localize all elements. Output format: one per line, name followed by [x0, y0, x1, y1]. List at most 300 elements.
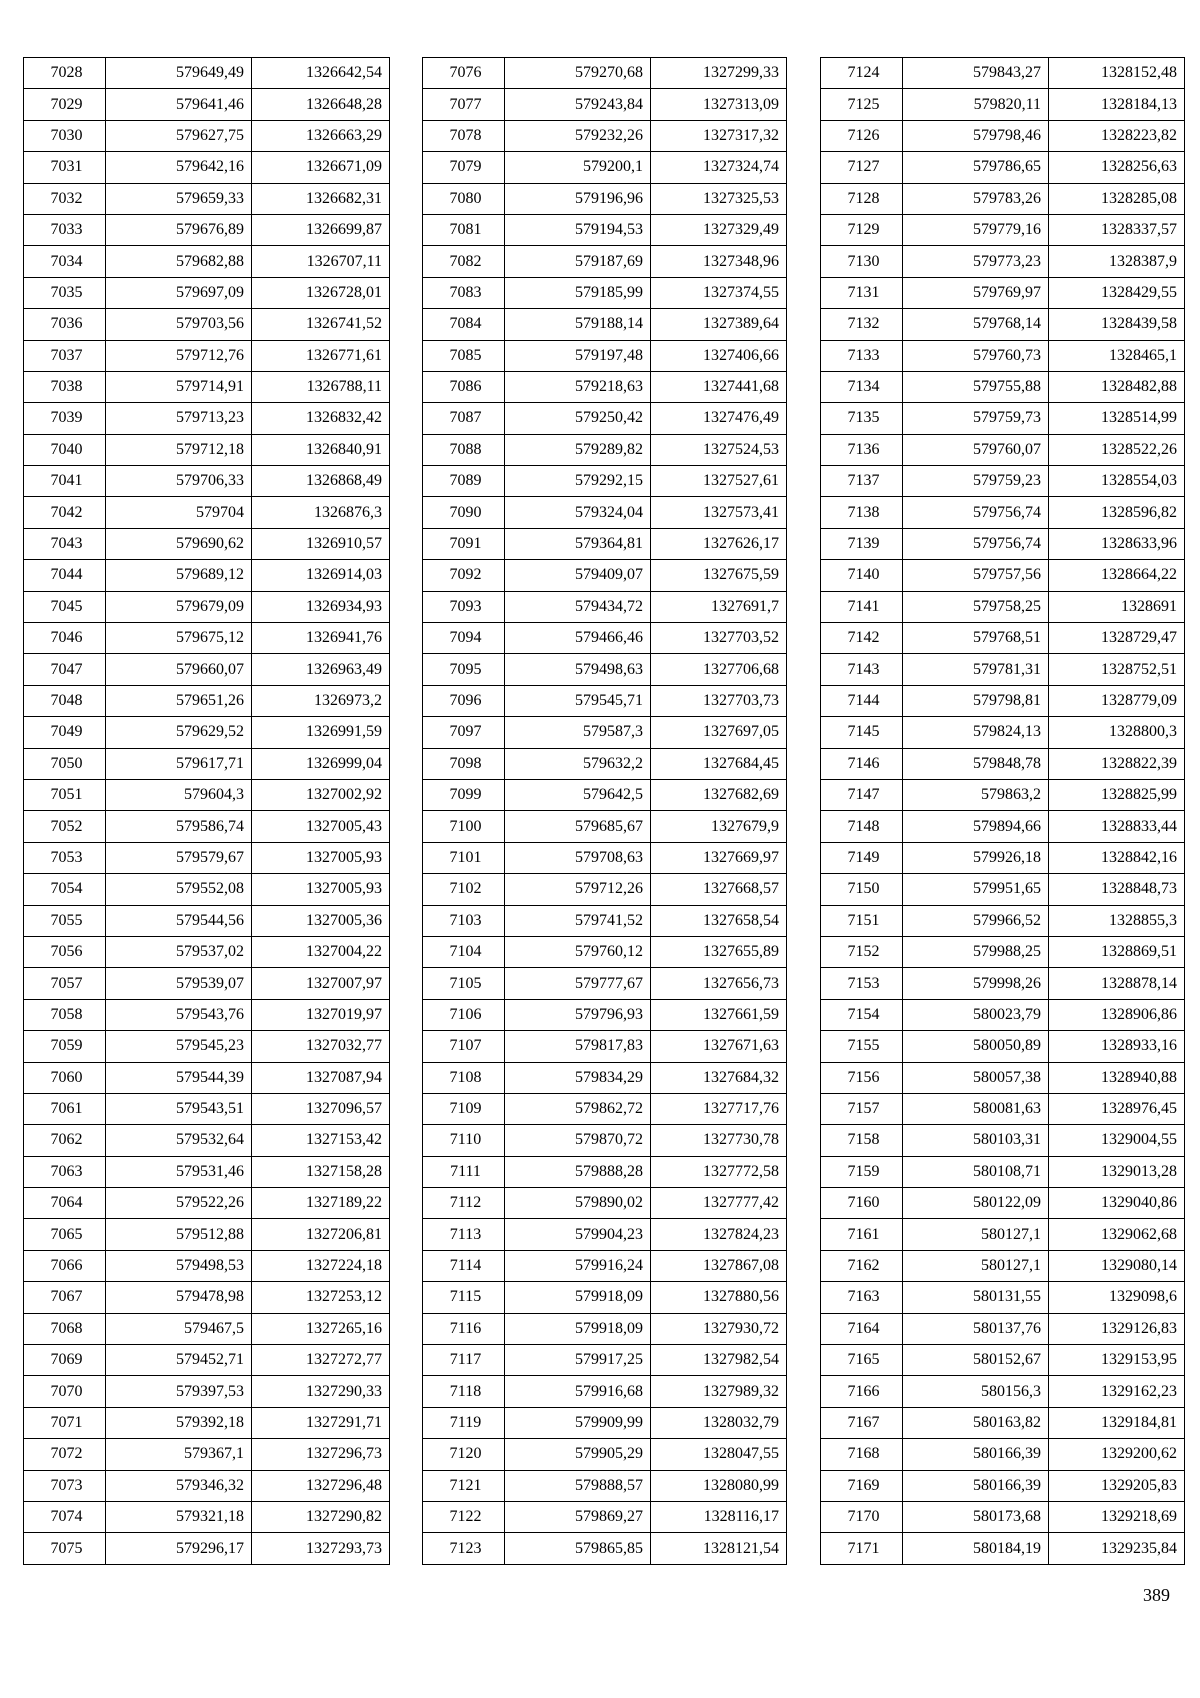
y-coordinate-cell: 1327158,28 — [252, 1156, 390, 1187]
table-row — [423, 654, 787, 685]
point-number-cell: 7118 — [423, 1376, 505, 1407]
y-coordinate-cell: 1327317,32 — [651, 120, 787, 151]
y-coordinate-cell: 1328337,57 — [1049, 214, 1185, 245]
table-row — [24, 905, 390, 936]
y-coordinate-cell: 1327005,43 — [252, 811, 390, 842]
x-coordinate-cell: 580050,89 — [903, 1031, 1049, 1062]
y-coordinate-cell: 1329040,86 — [1049, 1188, 1185, 1219]
table-row — [24, 120, 390, 151]
table-row — [423, 1501, 787, 1532]
y-coordinate-cell: 1327573,41 — [651, 497, 787, 528]
table-row — [24, 1125, 390, 1156]
point-number-cell: 7147 — [821, 779, 903, 810]
y-coordinate-cell: 1329184,81 — [1049, 1407, 1185, 1438]
point-number-cell: 7142 — [821, 623, 903, 654]
table-row — [423, 999, 787, 1030]
point-number-cell: 7106 — [423, 999, 505, 1030]
y-coordinate-cell: 1328779,09 — [1049, 685, 1185, 716]
x-coordinate-cell: 579869,27 — [505, 1501, 651, 1532]
y-coordinate-cell: 1327406,66 — [651, 340, 787, 371]
point-number-cell: 7104 — [423, 936, 505, 967]
y-coordinate-cell: 1327087,94 — [252, 1062, 390, 1093]
point-number-cell: 7171 — [821, 1533, 903, 1564]
x-coordinate-cell: 579364,81 — [505, 528, 651, 559]
point-number-cell: 7135 — [821, 403, 903, 434]
x-coordinate-cell: 580156,3 — [903, 1376, 1049, 1407]
point-number-cell: 7110 — [423, 1125, 505, 1156]
point-number-cell: 7045 — [24, 591, 106, 622]
point-number-cell: 7160 — [821, 1188, 903, 1219]
point-number-cell: 7115 — [423, 1282, 505, 1313]
y-coordinate-cell: 1326914,03 — [252, 560, 390, 591]
y-coordinate-cell: 1326771,61 — [252, 340, 390, 371]
table-row — [423, 277, 787, 308]
y-coordinate-cell: 1327867,08 — [651, 1250, 787, 1281]
y-coordinate-cell: 1328256,63 — [1049, 152, 1185, 183]
table-row — [821, 999, 1185, 1030]
y-coordinate-cell: 1328633,96 — [1049, 528, 1185, 559]
point-number-cell: 7033 — [24, 214, 106, 245]
x-coordinate-cell: 579200,1 — [505, 152, 651, 183]
y-coordinate-cell: 1327299,33 — [651, 58, 787, 89]
point-number-cell: 7162 — [821, 1250, 903, 1281]
y-coordinate-cell: 1327329,49 — [651, 214, 787, 245]
x-coordinate-cell: 579755,88 — [903, 371, 1049, 402]
table-row — [24, 214, 390, 245]
y-coordinate-cell: 1327296,48 — [252, 1470, 390, 1501]
point-number-cell: 7044 — [24, 560, 106, 591]
y-coordinate-cell: 1327296,73 — [252, 1439, 390, 1470]
table-row — [24, 999, 390, 1030]
y-coordinate-cell: 1327374,55 — [651, 277, 787, 308]
x-coordinate-cell: 579632,2 — [505, 748, 651, 779]
x-coordinate-cell: 579888,57 — [505, 1470, 651, 1501]
table-row — [24, 434, 390, 465]
table-row — [821, 89, 1185, 120]
table-row — [423, 497, 787, 528]
point-number-cell: 7155 — [821, 1031, 903, 1062]
table-row — [821, 1188, 1185, 1219]
table-row — [423, 528, 787, 559]
y-coordinate-cell: 1328855,3 — [1049, 905, 1185, 936]
table-row — [821, 936, 1185, 967]
y-coordinate-cell: 1328800,3 — [1049, 717, 1185, 748]
table-row — [423, 403, 787, 434]
y-coordinate-cell: 1327324,74 — [651, 152, 787, 183]
point-number-cell: 7103 — [423, 905, 505, 936]
y-coordinate-cell: 1326707,11 — [252, 246, 390, 277]
point-number-cell: 7101 — [423, 842, 505, 873]
point-number-cell: 7093 — [423, 591, 505, 622]
y-coordinate-cell: 1327661,59 — [651, 999, 787, 1030]
table-row — [821, 842, 1185, 873]
table-row — [821, 309, 1185, 340]
table-row — [24, 811, 390, 842]
y-coordinate-cell: 1327290,33 — [252, 1376, 390, 1407]
x-coordinate-cell: 579604,3 — [106, 779, 252, 810]
x-coordinate-cell: 579543,76 — [106, 999, 252, 1030]
table-row — [24, 277, 390, 308]
point-number-cell: 7097 — [423, 717, 505, 748]
x-coordinate-cell: 579741,52 — [505, 905, 651, 936]
table-row — [821, 905, 1185, 936]
x-coordinate-cell: 579651,26 — [106, 685, 252, 716]
table-row — [24, 403, 390, 434]
table-row — [423, 58, 787, 89]
y-coordinate-cell: 1327675,59 — [651, 560, 787, 591]
point-number-cell: 7166 — [821, 1376, 903, 1407]
point-number-cell: 7132 — [821, 309, 903, 340]
point-number-cell: 7049 — [24, 717, 106, 748]
x-coordinate-cell: 579768,14 — [903, 309, 1049, 340]
table-row — [24, 1219, 390, 1250]
table-row — [821, 1282, 1185, 1313]
x-coordinate-cell: 579760,07 — [903, 434, 1049, 465]
x-coordinate-cell: 579905,29 — [505, 1439, 651, 1470]
y-coordinate-cell: 1327656,73 — [651, 968, 787, 999]
x-coordinate-cell: 579843,27 — [903, 58, 1049, 89]
y-coordinate-cell: 1328032,79 — [651, 1407, 787, 1438]
table-row — [821, 371, 1185, 402]
table-row — [423, 1062, 787, 1093]
x-coordinate-cell: 579781,31 — [903, 654, 1049, 685]
point-number-cell: 7060 — [24, 1062, 106, 1093]
x-coordinate-cell: 579641,46 — [106, 89, 252, 120]
x-coordinate-cell: 579796,93 — [505, 999, 651, 1030]
x-coordinate-cell: 579627,75 — [106, 120, 252, 151]
table-row — [423, 120, 787, 151]
table-row — [24, 1031, 390, 1062]
table-row — [24, 1345, 390, 1376]
point-number-cell: 7062 — [24, 1125, 106, 1156]
y-coordinate-cell: 1328933,16 — [1049, 1031, 1185, 1062]
table-row — [821, 779, 1185, 810]
coordinate-table — [820, 57, 1185, 1565]
table-row — [423, 1282, 787, 1313]
table-row — [423, 905, 787, 936]
coordinate-table — [422, 57, 787, 1565]
y-coordinate-cell: 1329013,28 — [1049, 1156, 1185, 1187]
table-row — [821, 654, 1185, 685]
y-coordinate-cell: 1326648,28 — [252, 89, 390, 120]
point-number-cell: 7151 — [821, 905, 903, 936]
point-number-cell: 7105 — [423, 968, 505, 999]
x-coordinate-cell: 579888,28 — [505, 1156, 651, 1187]
point-number-cell: 7098 — [423, 748, 505, 779]
table-row — [821, 58, 1185, 89]
y-coordinate-cell: 1326934,93 — [252, 591, 390, 622]
y-coordinate-cell: 1327348,96 — [651, 246, 787, 277]
y-coordinate-cell: 1327290,82 — [252, 1501, 390, 1532]
x-coordinate-cell: 579187,69 — [505, 246, 651, 277]
x-coordinate-cell: 579966,52 — [903, 905, 1049, 936]
x-coordinate-cell: 579642,5 — [505, 779, 651, 810]
x-coordinate-cell: 579786,65 — [903, 152, 1049, 183]
x-coordinate-cell: 579466,46 — [505, 623, 651, 654]
table-row — [24, 1470, 390, 1501]
table-row — [821, 466, 1185, 497]
table-body — [24, 58, 390, 1565]
y-coordinate-cell: 1328223,82 — [1049, 120, 1185, 151]
y-coordinate-cell: 1327476,49 — [651, 403, 787, 434]
y-coordinate-cell: 1328116,17 — [651, 1501, 787, 1532]
y-coordinate-cell: 1327004,22 — [252, 936, 390, 967]
table-row — [24, 1533, 390, 1564]
x-coordinate-cell: 579916,24 — [505, 1250, 651, 1281]
x-coordinate-cell: 579296,17 — [106, 1533, 252, 1564]
x-coordinate-cell: 579642,16 — [106, 152, 252, 183]
page-number: 389 — [1143, 1585, 1170, 1605]
x-coordinate-cell: 579270,68 — [505, 58, 651, 89]
point-number-cell: 7145 — [821, 717, 903, 748]
x-coordinate-cell: 579522,26 — [106, 1188, 252, 1219]
y-coordinate-cell: 1327527,61 — [651, 466, 787, 497]
y-coordinate-cell: 1327153,42 — [252, 1125, 390, 1156]
point-number-cell: 7167 — [821, 1407, 903, 1438]
x-coordinate-cell: 579756,74 — [903, 497, 1049, 528]
point-number-cell: 7120 — [423, 1439, 505, 1470]
y-coordinate-cell: 1329205,83 — [1049, 1470, 1185, 1501]
point-number-cell: 7109 — [423, 1093, 505, 1124]
point-number-cell: 7087 — [423, 403, 505, 434]
table-row — [821, 811, 1185, 842]
point-number-cell: 7150 — [821, 874, 903, 905]
y-coordinate-cell: 1327668,57 — [651, 874, 787, 905]
table-row — [821, 528, 1185, 559]
table-row — [423, 1533, 787, 1564]
y-coordinate-cell: 1328729,47 — [1049, 623, 1185, 654]
y-coordinate-cell: 1327019,97 — [252, 999, 390, 1030]
x-coordinate-cell: 579321,18 — [106, 1501, 252, 1532]
y-coordinate-cell: 1327007,97 — [252, 968, 390, 999]
point-number-cell: 7064 — [24, 1188, 106, 1219]
x-coordinate-cell: 579467,5 — [106, 1313, 252, 1344]
table-row — [821, 560, 1185, 591]
y-coordinate-cell: 1327272,77 — [252, 1345, 390, 1376]
point-number-cell: 7095 — [423, 654, 505, 685]
point-number-cell: 7086 — [423, 371, 505, 402]
table-row — [821, 246, 1185, 277]
y-coordinate-cell: 1327684,32 — [651, 1062, 787, 1093]
x-coordinate-cell: 579759,23 — [903, 466, 1049, 497]
x-coordinate-cell: 579769,97 — [903, 277, 1049, 308]
x-coordinate-cell: 579712,18 — [106, 434, 252, 465]
x-coordinate-cell: 579817,83 — [505, 1031, 651, 1062]
point-number-cell: 7058 — [24, 999, 106, 1030]
point-number-cell: 7042 — [24, 497, 106, 528]
coordinate-tables — [0, 57, 1200, 1567]
x-coordinate-cell: 579629,52 — [106, 717, 252, 748]
y-coordinate-cell: 1329126,83 — [1049, 1313, 1185, 1344]
y-coordinate-cell: 1326741,52 — [252, 309, 390, 340]
table-row — [821, 748, 1185, 779]
x-coordinate-cell: 579918,09 — [505, 1313, 651, 1344]
y-coordinate-cell: 1327679,9 — [651, 811, 787, 842]
point-number-cell: 7088 — [423, 434, 505, 465]
x-coordinate-cell: 579452,71 — [106, 1345, 252, 1376]
x-coordinate-cell: 579712,26 — [505, 874, 651, 905]
x-coordinate-cell: 579926,18 — [903, 842, 1049, 873]
y-coordinate-cell: 1327032,77 — [252, 1031, 390, 1062]
x-coordinate-cell: 579617,71 — [106, 748, 252, 779]
y-coordinate-cell: 1329080,14 — [1049, 1250, 1185, 1281]
y-coordinate-cell: 1327684,45 — [651, 748, 787, 779]
table-row — [24, 1093, 390, 1124]
x-coordinate-cell: 579706,33 — [106, 466, 252, 497]
y-coordinate-cell: 1328869,51 — [1049, 936, 1185, 967]
table-row — [821, 497, 1185, 528]
point-number-cell: 7075 — [24, 1533, 106, 1564]
x-coordinate-cell: 579185,99 — [505, 277, 651, 308]
x-coordinate-cell: 580127,1 — [903, 1250, 1049, 1281]
x-coordinate-cell: 579834,29 — [505, 1062, 651, 1093]
table-row — [24, 1188, 390, 1219]
table-row — [24, 1501, 390, 1532]
x-coordinate-cell: 579820,11 — [903, 89, 1049, 120]
table-row — [821, 120, 1185, 151]
y-coordinate-cell: 1328940,88 — [1049, 1062, 1185, 1093]
table-row — [821, 1156, 1185, 1187]
point-number-cell: 7043 — [24, 528, 106, 559]
table-row — [423, 1125, 787, 1156]
point-number-cell: 7047 — [24, 654, 106, 685]
table-row — [821, 183, 1185, 214]
point-number-cell: 7141 — [821, 591, 903, 622]
x-coordinate-cell: 579708,63 — [505, 842, 651, 873]
y-coordinate-cell: 1326642,54 — [252, 58, 390, 89]
x-coordinate-cell: 579863,2 — [903, 779, 1049, 810]
x-coordinate-cell: 580166,39 — [903, 1439, 1049, 1470]
y-coordinate-cell: 1329062,68 — [1049, 1219, 1185, 1250]
x-coordinate-cell: 579916,68 — [505, 1376, 651, 1407]
x-coordinate-cell: 579544,56 — [106, 905, 252, 936]
table-row — [423, 560, 787, 591]
table-row — [423, 1439, 787, 1470]
point-number-cell: 7122 — [423, 1501, 505, 1532]
point-number-cell: 7112 — [423, 1188, 505, 1219]
x-coordinate-cell: 579798,81 — [903, 685, 1049, 716]
table-row — [24, 371, 390, 402]
x-coordinate-cell: 579586,74 — [106, 811, 252, 842]
y-coordinate-cell: 1326963,49 — [252, 654, 390, 685]
point-number-cell: 7140 — [821, 560, 903, 591]
y-coordinate-cell: 1328906,86 — [1049, 999, 1185, 1030]
y-coordinate-cell: 1326788,11 — [252, 371, 390, 402]
x-coordinate-cell: 579714,91 — [106, 371, 252, 402]
y-coordinate-cell: 1326840,91 — [252, 434, 390, 465]
x-coordinate-cell: 579218,63 — [505, 371, 651, 402]
table-row — [821, 1313, 1185, 1344]
point-number-cell: 7137 — [821, 466, 903, 497]
point-number-cell: 7085 — [423, 340, 505, 371]
y-coordinate-cell: 1327669,97 — [651, 842, 787, 873]
y-coordinate-cell: 1329162,23 — [1049, 1376, 1185, 1407]
point-number-cell: 7081 — [423, 214, 505, 245]
table-row — [423, 1470, 787, 1501]
table-row — [24, 1282, 390, 1313]
y-coordinate-cell: 1327671,63 — [651, 1031, 787, 1062]
x-coordinate-cell: 579676,89 — [106, 214, 252, 245]
y-coordinate-cell: 1328152,48 — [1049, 58, 1185, 89]
x-coordinate-cell: 579498,63 — [505, 654, 651, 685]
table-row — [24, 842, 390, 873]
point-number-cell: 7041 — [24, 466, 106, 497]
x-coordinate-cell: 579862,72 — [505, 1093, 651, 1124]
x-coordinate-cell: 579250,42 — [505, 403, 651, 434]
y-coordinate-cell: 1327096,57 — [252, 1093, 390, 1124]
table-row — [423, 1093, 787, 1124]
point-number-cell: 7149 — [821, 842, 903, 873]
table-row — [24, 183, 390, 214]
point-number-cell: 7139 — [821, 528, 903, 559]
table-row — [423, 1407, 787, 1438]
table-row — [821, 717, 1185, 748]
point-number-cell: 7125 — [821, 89, 903, 120]
x-coordinate-cell: 579659,33 — [106, 183, 252, 214]
x-coordinate-cell: 580081,63 — [903, 1093, 1049, 1124]
table-row — [423, 1250, 787, 1281]
table-row — [24, 936, 390, 967]
y-coordinate-cell: 1328554,03 — [1049, 466, 1185, 497]
table-row — [423, 1188, 787, 1219]
y-coordinate-cell: 1327880,56 — [651, 1282, 787, 1313]
x-coordinate-cell: 579768,51 — [903, 623, 1049, 654]
table-row — [423, 309, 787, 340]
y-coordinate-cell: 1327772,58 — [651, 1156, 787, 1187]
y-coordinate-cell: 1326973,2 — [252, 685, 390, 716]
point-number-cell: 7128 — [821, 183, 903, 214]
point-number-cell: 7146 — [821, 748, 903, 779]
y-coordinate-cell: 1327655,89 — [651, 936, 787, 967]
x-coordinate-cell: 579188,14 — [505, 309, 651, 340]
table-row — [423, 340, 787, 371]
x-coordinate-cell: 579409,07 — [505, 560, 651, 591]
point-number-cell: 7111 — [423, 1156, 505, 1187]
table-body — [423, 58, 787, 1565]
y-coordinate-cell: 1328121,54 — [651, 1533, 787, 1564]
x-coordinate-cell: 579685,67 — [505, 811, 651, 842]
point-number-cell: 7030 — [24, 120, 106, 151]
y-coordinate-cell: 1327682,69 — [651, 779, 787, 810]
x-coordinate-cell: 579292,15 — [505, 466, 651, 497]
point-number-cell: 7083 — [423, 277, 505, 308]
y-coordinate-cell: 1327930,72 — [651, 1313, 787, 1344]
x-coordinate-cell: 579243,84 — [505, 89, 651, 120]
y-coordinate-cell: 1328285,08 — [1049, 183, 1185, 214]
point-number-cell: 7039 — [24, 403, 106, 434]
point-number-cell: 7056 — [24, 936, 106, 967]
table-row — [24, 1156, 390, 1187]
table-row — [24, 654, 390, 685]
point-number-cell: 7144 — [821, 685, 903, 716]
x-coordinate-cell: 579779,16 — [903, 214, 1049, 245]
point-number-cell: 7096 — [423, 685, 505, 716]
x-coordinate-cell: 579434,72 — [505, 591, 651, 622]
point-number-cell: 7063 — [24, 1156, 106, 1187]
x-coordinate-cell: 579498,53 — [106, 1250, 252, 1281]
point-number-cell: 7124 — [821, 58, 903, 89]
point-number-cell: 7163 — [821, 1282, 903, 1313]
point-number-cell: 7076 — [423, 58, 505, 89]
table-row — [821, 152, 1185, 183]
x-coordinate-cell: 579324,04 — [505, 497, 651, 528]
table-row — [423, 434, 787, 465]
point-number-cell: 7090 — [423, 497, 505, 528]
point-number-cell: 7031 — [24, 152, 106, 183]
y-coordinate-cell: 1327824,23 — [651, 1219, 787, 1250]
y-coordinate-cell: 1327441,68 — [651, 371, 787, 402]
y-coordinate-cell: 1327313,09 — [651, 89, 787, 120]
